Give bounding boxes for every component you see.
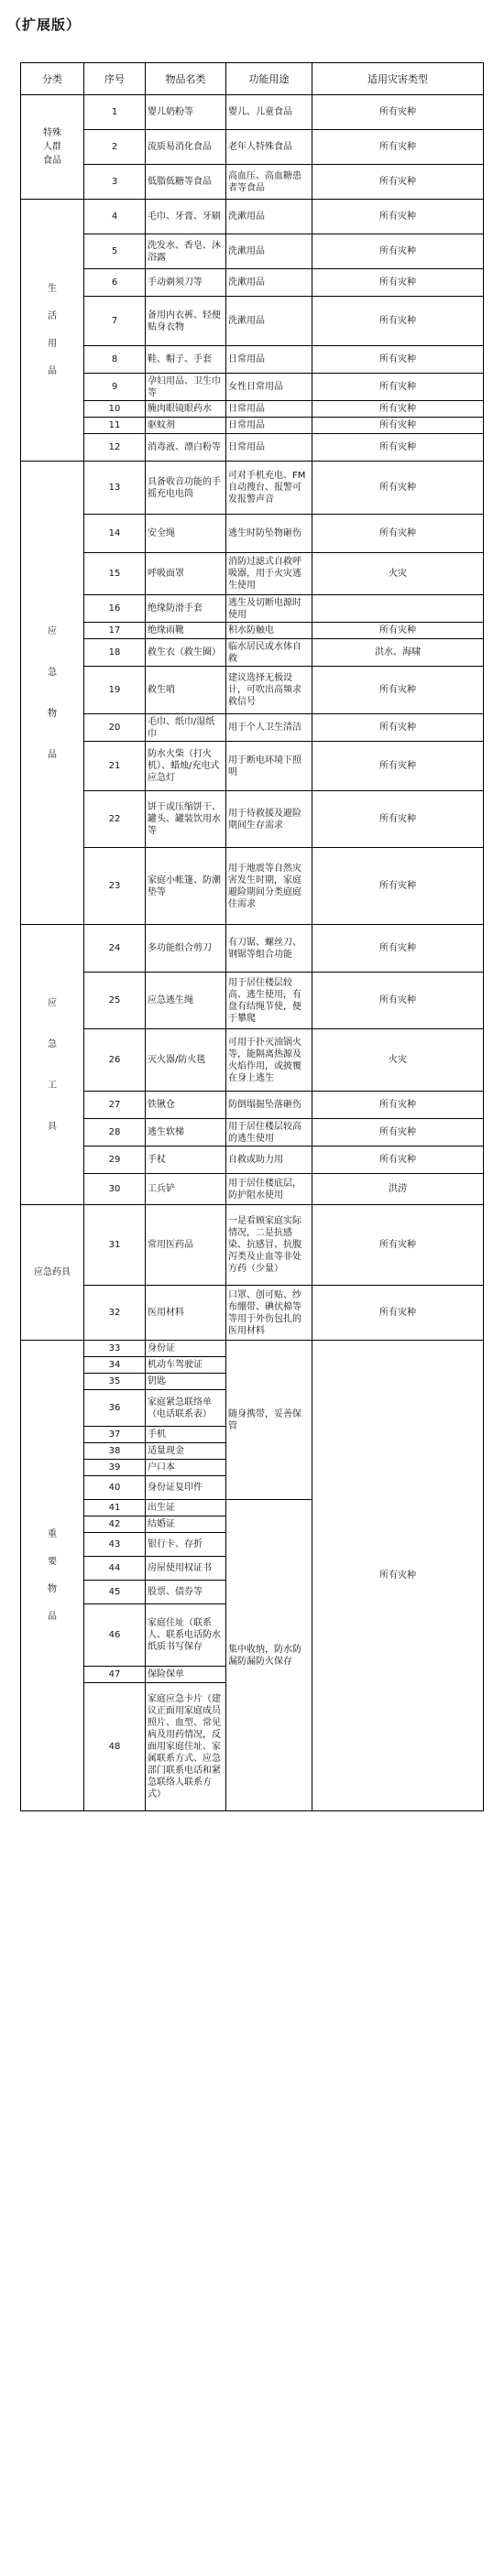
table-row	[21, 595, 484, 623]
disaster-type: 所有灾种	[312, 1286, 484, 1341]
item-use: 用于断电环境下照明	[226, 742, 312, 791]
category-cell	[21, 462, 84, 925]
disaster-type: 所有灾种	[312, 130, 484, 165]
table-row	[21, 1341, 484, 1357]
item-name: 饼干或压缩饼干、罐头、罐装饮用水等	[146, 791, 226, 848]
disaster-type: 所有灾种	[312, 374, 484, 401]
item-name: 家庭紧急联络单（电话联系表）	[146, 1390, 226, 1427]
disaster-type: 所有灾种	[312, 401, 484, 418]
item-name: 适量现金	[146, 1443, 226, 1460]
disaster-type: 所有灾种	[312, 269, 484, 297]
item-use: 临水居民或水体自救	[226, 639, 312, 667]
table-row	[21, 1147, 484, 1174]
row-number: 28	[84, 1119, 146, 1147]
table-row	[21, 1119, 484, 1147]
disaster-type: 火灾	[312, 1029, 484, 1092]
row-number: 32	[84, 1286, 146, 1341]
item-use: 用于地震等自然灾害发生时期，家庭避险期间分类庭庭住需求	[226, 848, 312, 925]
row-number: 4	[84, 200, 146, 234]
table-row	[21, 200, 484, 234]
item-name: 低脂低糖等食品	[146, 165, 226, 200]
disaster-type: 火灾	[312, 553, 484, 595]
row-number: 9	[84, 374, 146, 401]
table-row	[21, 667, 484, 714]
item-use: 日常用品	[226, 418, 312, 434]
row-number: 11	[84, 418, 146, 434]
item-name: 备用内衣裤、轻便贴身衣物	[146, 297, 226, 346]
item-name: 绝缘防滑手套	[146, 595, 226, 623]
table-row	[21, 297, 484, 346]
item-name: 逃生软梯	[146, 1119, 226, 1147]
row-number: 43	[84, 1533, 146, 1557]
table-row	[21, 1029, 484, 1092]
row-number: 42	[84, 1516, 146, 1533]
item-name: 家庭应急卡片（建议正面用家庭成员照片、血型、常见病及用药情况，反面用家庭住址、家属联系方式、应急部门联系电话和紧急联络人联系方式）	[146, 1683, 226, 1811]
row-number: 40	[84, 1476, 146, 1500]
category-label: 应 急 工 具	[48, 997, 57, 1132]
row-number: 39	[84, 1460, 146, 1476]
category-label: 应急药具	[34, 1267, 71, 1277]
item-use: 可用于扑灭油锅火等，能隔离热源及火焰作用，或披覆在身上逃生	[226, 1029, 312, 1092]
item-use: 日常用品	[226, 346, 312, 374]
table-row	[21, 165, 484, 200]
item-name: 家庭小帐篷、防潮垫等	[146, 848, 226, 925]
disaster-type: 所有灾种	[312, 667, 484, 714]
table-row	[21, 130, 484, 165]
row-number: 20	[84, 714, 146, 742]
item-use: 逃生及切断电源时使用	[226, 595, 312, 623]
row-number: 35	[84, 1374, 146, 1390]
item-name: 防水火柴（打火机）、蜡烛/充电式应急灯	[146, 742, 226, 791]
item-use: 洗漱用品	[226, 200, 312, 234]
row-number: 2	[84, 130, 146, 165]
row-number: 24	[84, 925, 146, 973]
category-label: 生 活 用 品	[48, 284, 57, 376]
item-name: 手杖	[146, 1147, 226, 1174]
item-use: 洗漱用品	[226, 269, 312, 297]
table-row	[21, 346, 484, 374]
disaster-type: 所有灾种	[312, 418, 484, 434]
table-row	[21, 418, 484, 434]
item-name: 消毒液、漂白粉等	[146, 434, 226, 462]
row-number: 34	[84, 1357, 146, 1374]
table-row	[21, 434, 484, 462]
item-use: 自救或助力用	[226, 1147, 312, 1174]
disaster-type: 所有灾种	[312, 346, 484, 374]
item-name: 毛巾、牙膏、牙刷	[146, 200, 226, 234]
category-label: 应 急 物 品	[48, 625, 57, 760]
item-name: 结婚证	[146, 1516, 226, 1533]
page-title: （扩展版）	[7, 16, 82, 33]
row-number: 19	[84, 667, 146, 714]
item-name: 股票、债券等	[146, 1581, 226, 1604]
table-row	[21, 623, 484, 639]
item-use: 口罩、创可贴、纱布绷带、碘伏棉等等用于外伤包扎的医用材料	[226, 1286, 312, 1341]
item-name: 呼吸面罩	[146, 553, 226, 595]
item-name: 洗发水、香皂、沐浴露	[146, 234, 226, 269]
item-use: 消防过滤式自救呼吸器，用于火灾逃生使用	[226, 553, 312, 595]
row-number: 1	[84, 95, 146, 130]
item-name: 毛巾、纸巾/湿纸巾	[146, 714, 226, 742]
header-disaster-type: 适用灾害类型	[312, 63, 484, 95]
row-number: 3	[84, 165, 146, 200]
table-row	[21, 269, 484, 297]
item-use: 有刀锯、螺丝刀、钢锯等组合功能	[226, 925, 312, 973]
row-number: 36	[84, 1390, 146, 1427]
row-number: 6	[84, 269, 146, 297]
table-row	[21, 95, 484, 130]
item-name: 出生证	[146, 1500, 226, 1516]
row-number: 30	[84, 1174, 146, 1205]
item-name: 手动剃须刀等	[146, 269, 226, 297]
row-number: 23	[84, 848, 146, 925]
row-number: 45	[84, 1581, 146, 1604]
item-use: 用于个人卫生清洁	[226, 714, 312, 742]
table-row	[21, 1174, 484, 1205]
item-name: 鞋、帽子、手套	[146, 346, 226, 374]
item-use: 女性日常用品	[226, 374, 312, 401]
item-name: 常用医药品	[146, 1205, 226, 1286]
item-use: 日常用品	[226, 434, 312, 462]
table-row	[21, 1205, 484, 1286]
disaster-type: 所有灾种	[312, 297, 484, 346]
category-cell	[21, 95, 84, 200]
disaster-type: 所有灾种	[312, 95, 484, 130]
header-use: 功能用途	[226, 63, 312, 95]
item-name: 流质易消化食品	[146, 130, 226, 165]
item-name: 钥匙	[146, 1374, 226, 1390]
table-row	[21, 791, 484, 848]
disaster-type: 所有灾种	[312, 925, 484, 973]
row-number: 46	[84, 1604, 146, 1667]
disaster-type: 所有灾种	[312, 623, 484, 639]
table-row	[21, 515, 484, 553]
item-name: 灭火器/防火毯	[146, 1029, 226, 1092]
item-use: 用于居住楼层较高、逃生使用，有盘有结绳节使，便于攀爬	[226, 973, 312, 1029]
item-name: 绝缘雨靴	[146, 623, 226, 639]
table-row	[21, 234, 484, 269]
row-number: 18	[84, 639, 146, 667]
table-row	[21, 553, 484, 595]
item-use: 日常用品	[226, 401, 312, 418]
item-name: 孕妇用品、卫生巾等	[146, 374, 226, 401]
header-number: 序号	[84, 63, 146, 95]
row-number: 14	[84, 515, 146, 553]
item-use: 随身携带，妥善保管	[226, 1341, 312, 1500]
row-number: 5	[84, 234, 146, 269]
row-number: 15	[84, 553, 146, 595]
table-row	[21, 1092, 484, 1119]
header-category: 分类	[21, 63, 84, 95]
row-number: 33	[84, 1341, 146, 1357]
disaster-type: 所有灾种	[312, 742, 484, 791]
row-number: 25	[84, 973, 146, 1029]
item-name: 腌肉眼镜眼药水	[146, 401, 226, 418]
row-number: 27	[84, 1092, 146, 1119]
item-use: 可对手机充电、FM自动搜台、报警可发报警声音	[226, 462, 312, 515]
item-use: 高血压、高血糖患者等食品	[226, 165, 312, 200]
item-name: 多功能组合剪刀	[146, 925, 226, 973]
row-number: 8	[84, 346, 146, 374]
disaster-type: 洪水、海啸	[312, 639, 484, 667]
disaster-type: 所有灾种	[312, 200, 484, 234]
item-name: 铁锹仓	[146, 1092, 226, 1119]
item-use: 老年人特殊食品	[226, 130, 312, 165]
item-use: 积水防触电	[226, 623, 312, 639]
category-label: 重 要 物 品	[48, 1529, 57, 1622]
row-number: 38	[84, 1443, 146, 1460]
item-use: 用于居住楼底层，防护阻水使用	[226, 1174, 312, 1205]
disaster-type: 所有灾种	[312, 234, 484, 269]
disaster-type: 所有灾种	[312, 1119, 484, 1147]
disaster-type: 所有灾种	[312, 434, 484, 462]
disaster-type: 所有灾种	[312, 515, 484, 553]
item-name: 身份证复印件	[146, 1476, 226, 1500]
emergency-supplies-table	[20, 62, 484, 1811]
disaster-type: 所有灾种	[312, 1092, 484, 1119]
item-name: 手机	[146, 1427, 226, 1443]
table-body	[21, 95, 484, 1811]
item-use: 一是看顾家庭实际情况，二是抗感染、抗感冒、抗腹泻类及止血等非处方药（少量）	[226, 1205, 312, 1286]
row-number: 41	[84, 1500, 146, 1516]
row-number: 21	[84, 742, 146, 791]
item-name: 驱蚊剂	[146, 418, 226, 434]
item-name: 应急逃生绳	[146, 973, 226, 1029]
item-use: 集中收纳，防水防漏防漏防火保存	[226, 1500, 312, 1811]
header-item: 物品名类	[146, 63, 226, 95]
item-name: 具备收音功能的手摇充电电筒	[146, 462, 226, 515]
row-number: 13	[84, 462, 146, 515]
item-use: 洗漱用品	[226, 234, 312, 269]
disaster-type: 所有灾种	[312, 1205, 484, 1286]
row-number: 26	[84, 1029, 146, 1092]
disaster-type: 洪涝	[312, 1174, 484, 1205]
disaster-type: 所有灾种	[312, 848, 484, 925]
item-use: 逃生时防坠物砸伤	[226, 515, 312, 553]
disaster-type: 所有灾种	[312, 1147, 484, 1174]
table-row	[21, 639, 484, 667]
item-name: 安全绳	[146, 515, 226, 553]
item-use: 防倒塌掘坠落砸伤	[226, 1092, 312, 1119]
table-row	[21, 462, 484, 515]
item-use: 用于居住楼层较高的逃生使用	[226, 1119, 312, 1147]
row-number: 44	[84, 1557, 146, 1581]
disaster-type: 所有灾种	[312, 1341, 484, 1811]
row-number: 16	[84, 595, 146, 623]
table-row	[21, 374, 484, 401]
item-use: 洗漱用品	[226, 297, 312, 346]
item-name: 银行卡、存折	[146, 1533, 226, 1557]
category-label: 特殊 人群 食品	[43, 128, 61, 166]
row-number: 37	[84, 1427, 146, 1443]
item-name: 救生衣（救生圈）	[146, 639, 226, 667]
table-header-row	[21, 63, 484, 95]
row-number: 29	[84, 1147, 146, 1174]
item-name: 保险保单	[146, 1667, 226, 1683]
item-use: 建议选择无极设计，可吹出高频求救信号	[226, 667, 312, 714]
item-name: 救生哨	[146, 667, 226, 714]
table-row	[21, 1286, 484, 1341]
item-name: 婴儿奶粉等	[146, 95, 226, 130]
item-name: 房屋使用权证书	[146, 1557, 226, 1581]
row-number: 31	[84, 1205, 146, 1286]
disaster-type: 所有灾种	[312, 462, 484, 515]
disaster-type: 所有灾种	[312, 973, 484, 1029]
category-cell	[21, 1205, 84, 1341]
disaster-type	[312, 595, 484, 623]
row-number: 12	[84, 434, 146, 462]
category-cell	[21, 1341, 84, 1811]
item-name: 工兵铲	[146, 1174, 226, 1205]
table-row	[21, 742, 484, 791]
category-cell	[21, 925, 84, 1205]
table-row	[21, 714, 484, 742]
item-use: 婴儿、儿童食品	[226, 95, 312, 130]
category-cell	[21, 200, 84, 462]
item-name: 户口本	[146, 1460, 226, 1476]
table-row	[21, 973, 484, 1029]
row-number: 48	[84, 1683, 146, 1811]
disaster-type: 所有灾种	[312, 165, 484, 200]
row-number: 22	[84, 791, 146, 848]
table-row	[21, 925, 484, 973]
row-number: 7	[84, 297, 146, 346]
row-number: 10	[84, 401, 146, 418]
item-name: 机动车驾驶证	[146, 1357, 226, 1374]
item-name: 家庭住址（联系人、联系电话防水纸质书写保存	[146, 1604, 226, 1667]
item-use: 用于待救援及避险期间生存需求	[226, 791, 312, 848]
disaster-type: 所有灾种	[312, 791, 484, 848]
disaster-type: 所有灾种	[312, 714, 484, 742]
table-row	[21, 848, 484, 925]
row-number: 47	[84, 1667, 146, 1683]
row-number: 17	[84, 623, 146, 639]
item-name: 身份证	[146, 1341, 226, 1357]
item-name: 医用材料	[146, 1286, 226, 1341]
table-row	[21, 401, 484, 418]
